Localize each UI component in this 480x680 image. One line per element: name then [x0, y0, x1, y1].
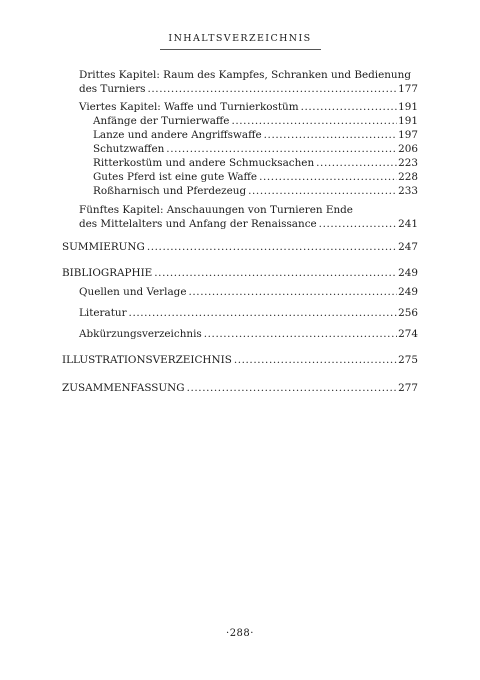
dot-leader — [301, 100, 398, 114]
toc-subentry — [93, 170, 418, 184]
toc-page-number: 275 — [398, 354, 418, 366]
toc-entry-summierung — [62, 240, 418, 254]
toc-entry-title: Roßharnisch und Pferdezeug — [93, 185, 247, 197]
toc-page-number: 241 — [398, 218, 418, 230]
toc-entry-title: ILLUSTRATIONSVERZEICHNIS — [62, 354, 232, 366]
toc-entry-illustrationsverzeichnis — [62, 353, 418, 367]
dot-leader — [166, 142, 397, 156]
toc-subentry — [93, 184, 418, 198]
dot-leader — [129, 306, 398, 320]
dot-leader — [259, 170, 397, 184]
toc-entry-title-line1: Drittes Kapitel: Raum des Kampfes, Schranken und Bedienung — [79, 69, 411, 81]
toc-page-number: 206 — [398, 143, 418, 155]
dot-leader — [264, 128, 398, 142]
toc-page-number: 249 — [398, 286, 418, 298]
toc-subentry — [93, 142, 418, 156]
toc-page-number: 247 — [398, 241, 418, 253]
dot-leader — [231, 114, 397, 128]
toc-page-number: 277 — [398, 382, 418, 394]
toc-entry-title: des Turniers — [79, 83, 146, 95]
toc-entry-title: des Mittelalters und Anfang der Renaissance — [79, 218, 317, 230]
toc-subentry — [93, 114, 418, 128]
toc-entry-bibliographie — [62, 266, 418, 280]
dot-leader — [316, 156, 397, 170]
toc-entry-zusammenfassung — [62, 381, 418, 395]
toc-page-number: 249 — [398, 267, 418, 279]
dot-leader — [188, 285, 397, 299]
dot-leader — [204, 327, 397, 341]
dot-leader — [248, 184, 397, 198]
dot-leader — [187, 381, 398, 395]
toc-page-number: 177 — [398, 83, 418, 95]
toc-entry-title: Literatur — [79, 307, 127, 319]
page-number: ·288· — [226, 628, 254, 639]
toc-entry-chapter-4 — [79, 100, 418, 114]
toc-entry-chapter-5 — [79, 203, 418, 231]
dot-leader — [148, 82, 398, 96]
toc-entry-title: Lanze und andere Angriffswaffe — [93, 129, 262, 141]
dot-leader — [234, 353, 397, 367]
toc-entry-title-line1: Fünftes Kapitel: Anschauungen von Turnieren Ende — [79, 204, 353, 216]
toc-page-number: 233 — [398, 185, 418, 197]
dot-leader — [147, 240, 397, 254]
toc-page-number: 191 — [398, 115, 418, 127]
toc-entry-title: Gutes Pferd ist eine gute Waffe — [93, 171, 258, 183]
toc-page-number: 228 — [398, 171, 418, 183]
toc-page-number: 197 — [398, 129, 418, 141]
toc-entry-title: Ritterkostüm und andere Schmucksachen — [93, 157, 315, 169]
toc-entry-title: Quellen und Verlage — [79, 286, 187, 298]
toc-subentry — [79, 327, 418, 341]
dot-leader — [319, 217, 397, 231]
toc-subentry — [79, 285, 418, 299]
toc-subentry — [79, 306, 418, 320]
toc-page-number: 191 — [398, 101, 418, 113]
running-header: INHALTSVERZEICHNIS — [168, 33, 312, 44]
dot-leader — [154, 266, 397, 280]
toc-entry-title: Anfänge der Turnierwaffe — [93, 115, 230, 127]
toc-entry-title: BIBLIOGRAPHIE — [62, 267, 153, 279]
toc-subentry — [93, 128, 418, 142]
toc-entry-title: Abkürzungsverzeichnis — [79, 328, 202, 340]
toc-page-number: 274 — [398, 328, 418, 340]
toc-entry-chapter-3 — [79, 68, 418, 96]
toc-subentry — [93, 156, 418, 170]
toc-entry-title: SUMMIERUNG — [62, 241, 145, 253]
toc-page-number: 256 — [398, 307, 418, 319]
toc-entry-title: ZUSAMMENFASSUNG — [62, 382, 185, 394]
toc-page-number: 223 — [398, 157, 418, 169]
toc-entry-title: Viertes Kapitel: Waffe und Turnierkostüm — [79, 101, 299, 113]
toc-entry-title: Schutzwaffen — [93, 143, 165, 155]
